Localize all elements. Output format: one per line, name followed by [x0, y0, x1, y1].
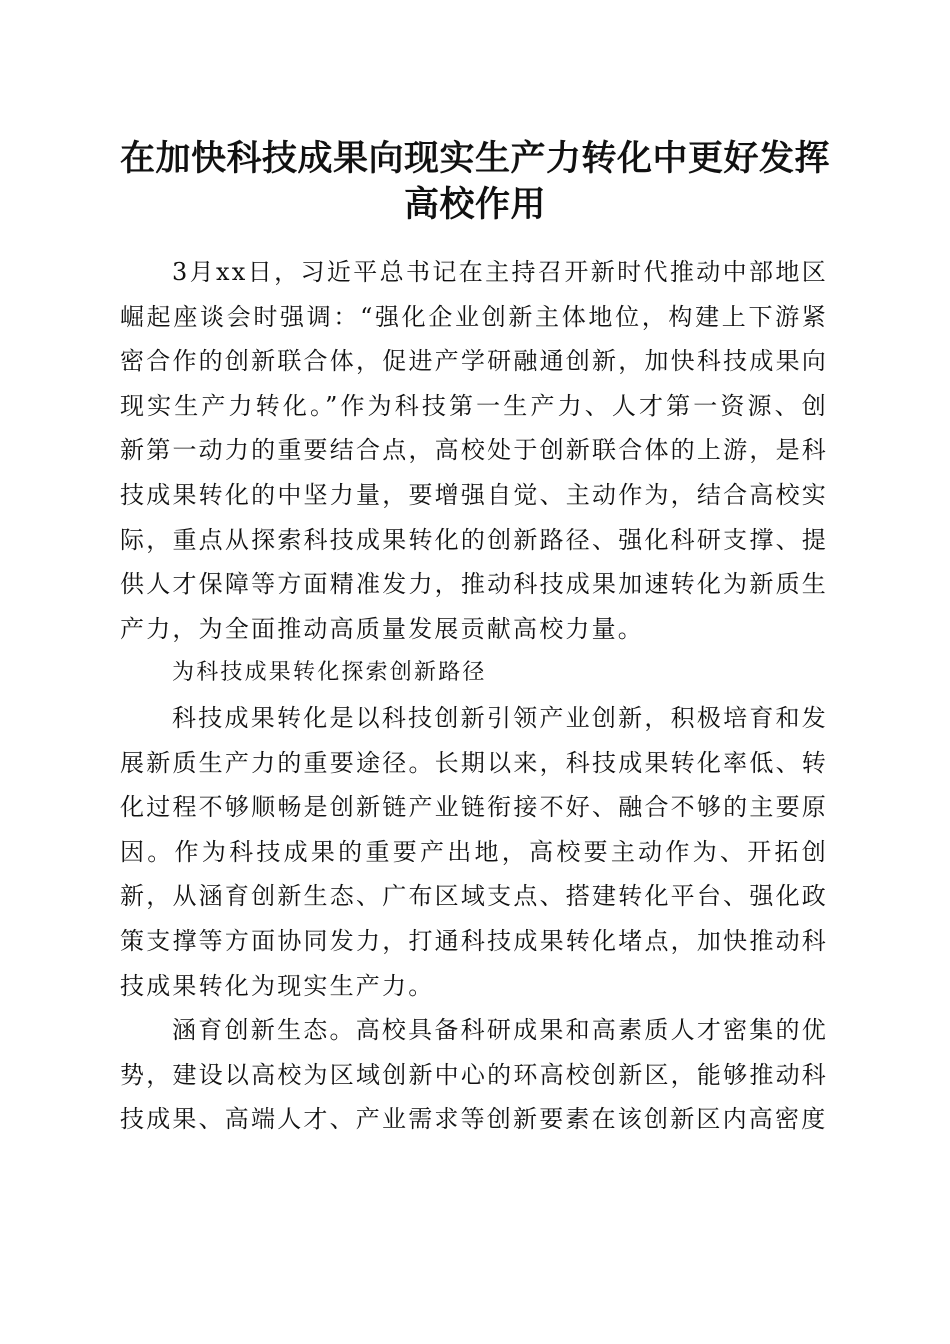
title-line-1: 在加快科技成果向现实生产力转化中更好发挥 [119, 138, 830, 179]
paragraph-ecosystem: 涵育创新生态。高校具备科研成果和高素质人才密集的优势，建设以高校为区域创新中心的环高校创新区，能够推动科技成果、高端人才、产业需求等创新要素在该创新区内高密度 [120, 1016, 828, 1134]
section-heading: 为科技成果转化探索创新路径 [172, 660, 487, 686]
paragraph-intro: 3月xx日，习近平总书记在主持召开新时代推动中部地区崛起座谈会时强调：“强化企业创新主体地位，构建上下游紧密合作的创新联合体，促进产学研融通创新，加快科技成果向现实生产力转化。”作为科技第一生产力、人才第一资源、创新第一动力的重要结合点，高校处于创新联合体的上游，是科技成果转化的中坚力量，要增强自觉、主动作为，结合高校实际，重点从探索科技成果转化的创新路径、强化科研支撑、提供人才保障等方面精准发力，推动科技成果加速转化为新质生产力，为全面推动高质量发展贡献高校力量。 [120, 258, 828, 643]
title-line-2: 高校作用 [403, 184, 546, 225]
paragraph-section-intro: 科技成果转化是以科技创新引领产业创新，积极培育和发展新质生产力的重要途径。长期以来，科技成果转化率低、转化过程不够顺畅是创新链产业链衔接不好、融合不够的主要原因。作为科技成果的重要产出地，高校要主动作为、开拓创新，从涵育创新生态、广布区域支点、搭建转化平台、强化政策支撑等方面协同发力，打通科技成果转化堵点，加快推动科技成果转化为现实生产力。 [120, 703, 828, 1000]
document-body [120, 250, 828, 1142]
document-title [100, 136, 850, 228]
